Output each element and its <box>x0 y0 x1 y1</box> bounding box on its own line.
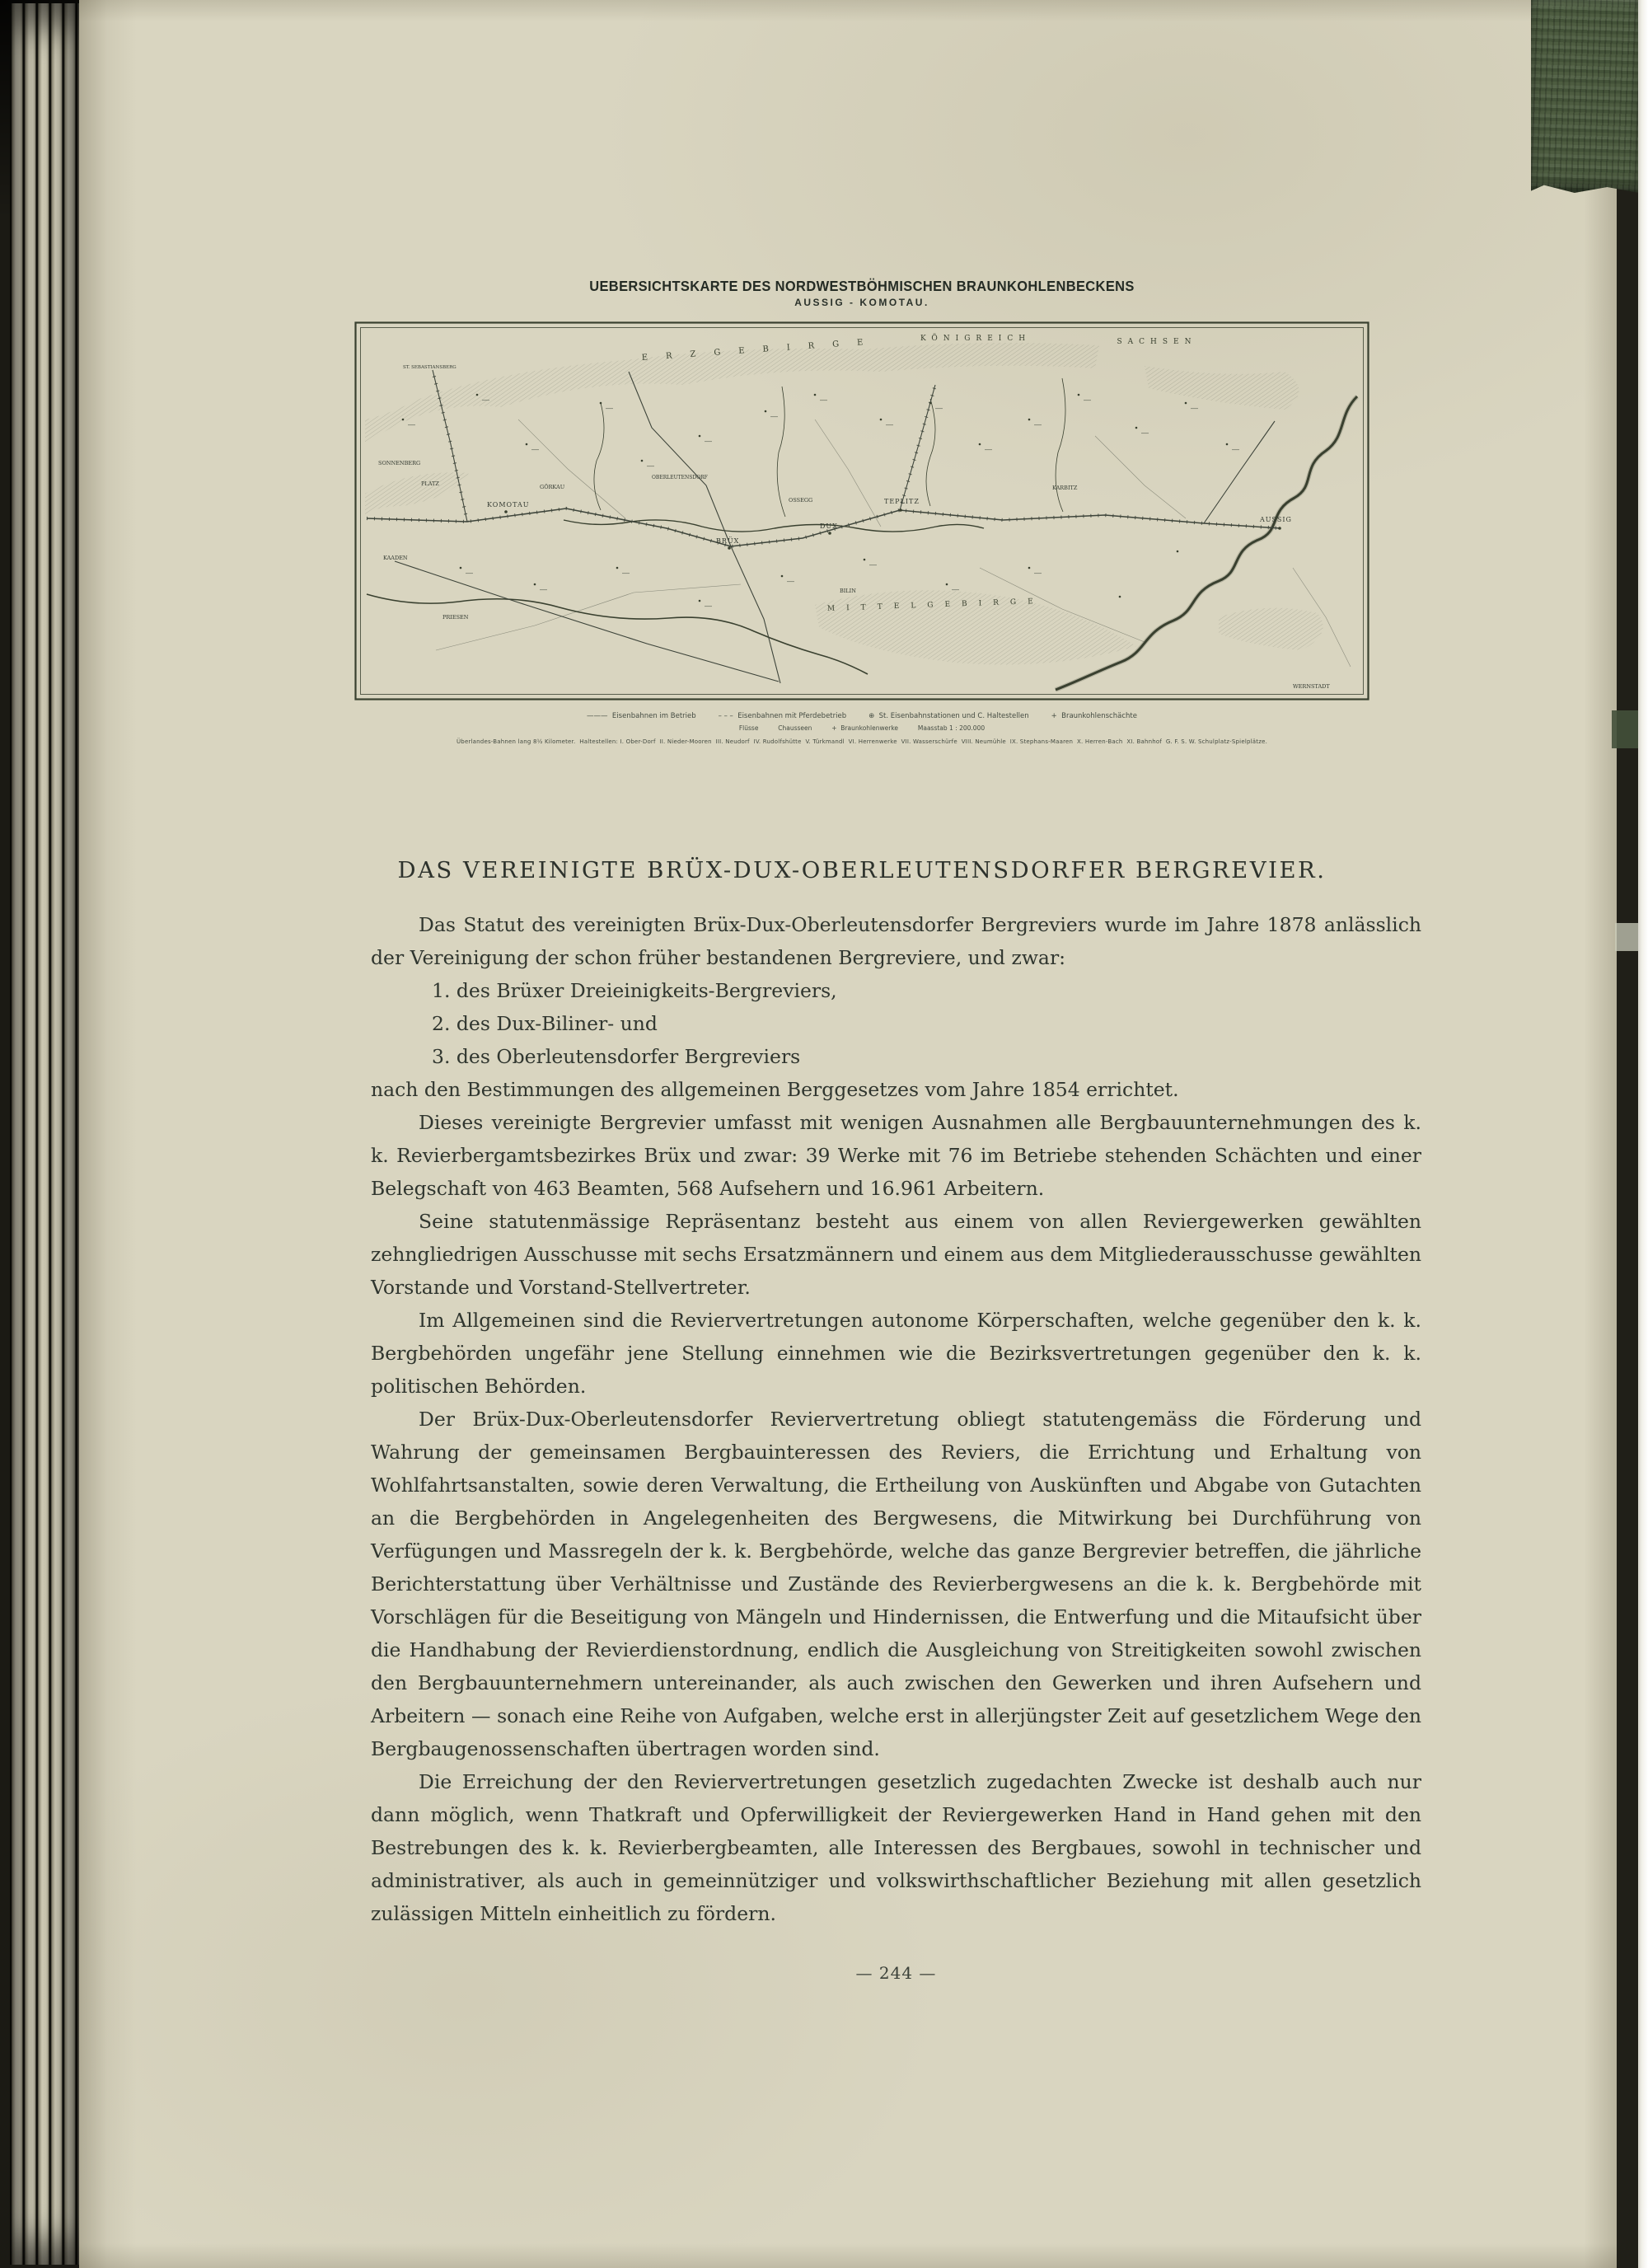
book-cover-edge <box>1617 0 1638 2268</box>
town-label: SONNENBERG <box>378 460 421 466</box>
map-figure <box>353 321 1370 701</box>
town-label: PRIESEN <box>442 614 469 621</box>
settlement-dots <box>402 394 1281 602</box>
list-item-1: 1. des Brüxer Dreieinigkeits-Bergreviers, <box>432 979 837 1002</box>
paragraph-intro: Das Statut des vereinigten Brüx-Dux-Oberleutensdorfer Bergreviers wurde im Jahre 1878 anlässlich der Vereinigung der schon früher bestandenen Bergreviere, und zwar: <box>371 913 1421 969</box>
town-label: KARBITZ <box>1052 485 1078 491</box>
region-label-kingdom: KÖNIGREICH <box>920 335 1032 343</box>
town-label: WERNSTADT <box>1293 683 1330 690</box>
article-heading: DAS VEREINIGTE BRÜX-DUX-OBERLEUTENSDORFER BERGREVIER. <box>397 857 1327 883</box>
region-label-mittelgebirge: MITTELGEBIRGE <box>826 597 1045 613</box>
map-legend-line3: Überlandes-Bahnen lang 8½ Kilometer. Haltestellen: I. Ober-Dorf II. Nieder-Mooren III. Neudorf IV. Rudolfshütte V. Türkmandl VI. Herrenwerke VII. Wasserschürfe VIII. Neumühle IX. Stephans-Maaren X. Herren-Bach XI. Bahnhof G. F. S. W. Schulplatz-Spielplätze. <box>456 738 1268 745</box>
town-label: PLATZ <box>421 480 439 487</box>
book-page-edges <box>10 3 79 2265</box>
article-body <box>371 908 1421 1930</box>
map-title: UEBERSICHTSKARTE DES NORDWESTBÖHMISCHEN BRAUNKOHLENBECKENS <box>589 278 1135 294</box>
map-legend-line1: ——— Eisenbahnen im Betrieb – – – Eisenbahnen mit Pferdebetrieb ⊕ St. Eisenbahnstationen und C. Haltestellen + Braunkohlenschächte <box>587 712 1137 720</box>
town-label: ST. SEBASTIANSBERG <box>403 365 456 370</box>
paragraph: Im Allgemeinen sind die Reviervertretungen autonome Körperschaften, welche gegenüber den k. k. Bergbehörden ungefähr jene Stellung einnehmen wie die Bezirksvertretungen gegenüber den k. k. politischen Behörden. <box>371 1309 1421 1398</box>
list-item-2: 2. des Dux-Biliner- und <box>432 1012 658 1035</box>
list-item-3: 3. des Oberleutensdorfer Bergreviers <box>432 1045 801 1068</box>
paragraph: Dieses vereinigte Bergrevier umfasst mit wenigen Ausnahmen alle Bergbauunternehmungen des k. k. Revierbergamtsbezirkes Brüx und zwar: 39 Werke mit 76 im Betriebe stehenden Schächten und einer Belegschaft von 463 Beamten, 568 Aufsehern und 16.961 Arbeitern. <box>371 1111 1421 1200</box>
town-label: BILIN <box>840 588 856 594</box>
town-label: BRÜX <box>716 537 740 545</box>
town-label: OBERLEUTENSDORF <box>652 475 708 480</box>
town-label: KAADEN <box>383 555 408 561</box>
side-tab-light <box>1615 923 1638 951</box>
town-label: GÖRKAU <box>540 484 565 490</box>
paragraph: Seine statutenmässige Repräsentanz besteht aus einem von allen Reviergewerken gewählten zehngliedrigen Ausschusse mit sechs Ersatzmännern und einem aus dem Mitgliederausschusse gewählten Vorstande und Vorstand-Stellvertreter. <box>371 1210 1421 1299</box>
map-engraving <box>353 321 1370 701</box>
town-label: TEPLITZ <box>884 498 920 505</box>
paragraph-after-list: nach den Bestimmungen des allgemeinen Berggesetzes vom Jahre 1854 errichtet. <box>371 1078 1179 1101</box>
town-label: AUSSIG <box>1260 516 1292 523</box>
bookmark-ribbon <box>1531 0 1640 193</box>
town-label: KOMOTAU <box>487 501 530 508</box>
page-number: — 244 — <box>855 1963 937 1983</box>
page <box>79 0 1617 2268</box>
paragraph: Die Erreichung der den Reviervertretungen gesetzlich zugedachten Zwecke ist deshalb auch nur dann möglich, wenn Thatkraft und Opferwilligkeit der Reviergewerken Hand in Hand gehen mit den Bestrebungen des k. k. Revierbergbeamten, alle Interessen des Bergbaues, sowohl in technischer und administrativer, als auch in gemeinnütziger und volkswirthschaftlicher Beziehung mit allen gesetzlich zulässigen Mitteln einheitlich zu fördern. <box>371 1770 1421 1925</box>
region-label-erzgebirge: ERZGEBIRGE <box>641 336 882 363</box>
map-subtitle: AUSSIG - KOMOTAU. <box>794 297 929 308</box>
map-legend-line2: Flüsse Chausseen + Braunkohlenwerke Maasstab 1 : 200.000 <box>738 724 986 732</box>
micro-label-marks <box>408 400 1239 607</box>
town-label: DUX <box>820 522 838 530</box>
region-label-saxony: SACHSEN <box>1117 338 1197 346</box>
paragraph: Der Brüx-Dux-Oberleutensdorfer Reviervertretung obliegt statutengemäss die Förderung und Wahrung der gemeinsamen Bergbauinteressen des Reviers, die Errichtung und Erhaltung von Wohlfahrtsanstalten, sowie deren Verwaltung, die Ertheilung von Auskünften und Abgabe von Gutachten an die Bergbehörden in Angelegenheiten des Bergwesens, die Mitwirkung bei Durchführung von Verfügungen und Massregeln der k. k. Bergbehörde, welche das ganze Bergrevier betreffen, die jährliche Berichterstattung über Verhältnisse und Zustände des Revierbergwesens an die k. k. Bergbehörde mit Vorschlägen für die Beseitigung von Mängeln und Hindernissen, die Entwerfung und die Mitaufsicht über die Handhabung der Revierdienstordnung, endlich die Ausgleichung von Streitigkeiten sowohl zwischen den Bergbauunternehmern untereinander, als auch zwischen den Gewerken und ihren Aufsehern und Arbeitern — sonach eine Reihe von Aufgaben, welche erst in allerjüngster Zeit auf gesetzlichem Wege den Bergbaugenossenschaften übertragen worden sind. <box>371 1408 1421 1760</box>
scan-edge <box>1638 0 1648 2268</box>
side-tab <box>1612 710 1638 748</box>
town-label: OSSEGG <box>789 497 813 504</box>
